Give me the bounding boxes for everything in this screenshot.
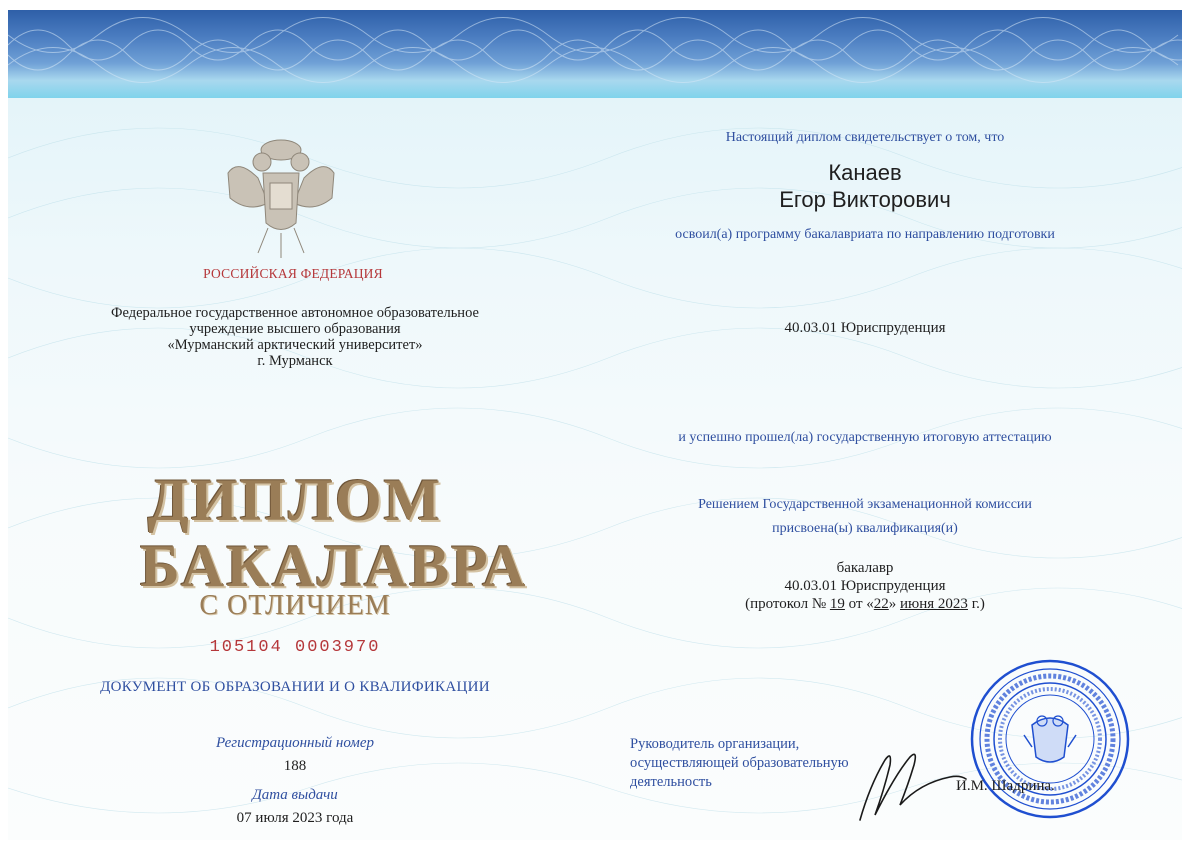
institution-city: г. Мурманск xyxy=(257,353,333,369)
program-name: 40.03.01 Юриспруденция xyxy=(784,320,946,336)
head-title-line: осуществляющей образовательную xyxy=(630,755,849,771)
diploma-degree: БАКАЛАВРА xyxy=(140,533,528,599)
institution-line: учреждение высшего образования xyxy=(189,321,401,337)
qualification-program: 40.03.01 Юриспруденция xyxy=(784,578,946,594)
issue-date-label: Дата выдачи xyxy=(252,787,338,803)
header-security-band xyxy=(8,10,1182,98)
honors-label: С ОТЛИЧИЕМ xyxy=(199,590,391,621)
protocol-reference xyxy=(620,596,1110,613)
attestation-text: и успешно прошел(ла) государственную итоговую аттестацию xyxy=(678,430,1052,445)
institution-line: Федеральное государственное автономное образовательное xyxy=(111,305,479,321)
protocol-suffix: г.) xyxy=(967,596,985,612)
protocol-day: 22 xyxy=(873,596,889,612)
official-seal-icon xyxy=(968,655,1132,823)
document-type: ДОКУМЕНТ ОБ ОБРАЗОВАНИИ И О КВАЛИФИКАЦИИ xyxy=(100,679,490,695)
protocol-month-year: июня 2023 xyxy=(900,596,968,612)
head-title-line: Руководитель организации, xyxy=(630,736,800,752)
coat-of-arms-icon xyxy=(218,128,344,260)
graduate-surname: Канаев xyxy=(828,160,902,185)
protocol-prefix: (протокол № xyxy=(745,596,830,612)
protocol-number: 19 xyxy=(829,596,845,612)
decision-text: Решением Государственной экзаменационной комиссии xyxy=(698,497,1032,512)
registration-label: Регистрационный номер xyxy=(215,735,374,751)
issue-date: 07 июля 2023 года xyxy=(236,810,354,826)
serial-number: 105104 0003970 xyxy=(209,638,381,657)
country-label: РОССИЙСКАЯ ФЕДЕРАЦИЯ xyxy=(203,266,383,281)
graduate-given-names: Егор Викторович xyxy=(779,187,951,212)
head-name: И.М. Шадрина. xyxy=(956,778,1055,794)
registration-number: 188 xyxy=(283,758,307,774)
protocol-from: от « xyxy=(844,596,874,612)
decision-text: присвоена(ы) квалификация(и) xyxy=(772,521,958,536)
head-title-line: деятельность xyxy=(630,774,712,790)
handwritten-signature xyxy=(840,735,970,825)
band-pattern xyxy=(8,10,1182,98)
qualification: бакалавр xyxy=(836,560,894,576)
institution-line: «Мурманский арктический университет» xyxy=(167,337,423,353)
diploma-title: ДИПЛОМ xyxy=(147,467,443,533)
program-intro: освоил(а) программу бакалавриата по направлению подготовки xyxy=(675,227,1055,242)
institution-name xyxy=(80,305,510,369)
certifies-text: Настоящий диплом свидетельствует о том, что xyxy=(725,130,1005,145)
protocol-close: » xyxy=(888,596,901,612)
